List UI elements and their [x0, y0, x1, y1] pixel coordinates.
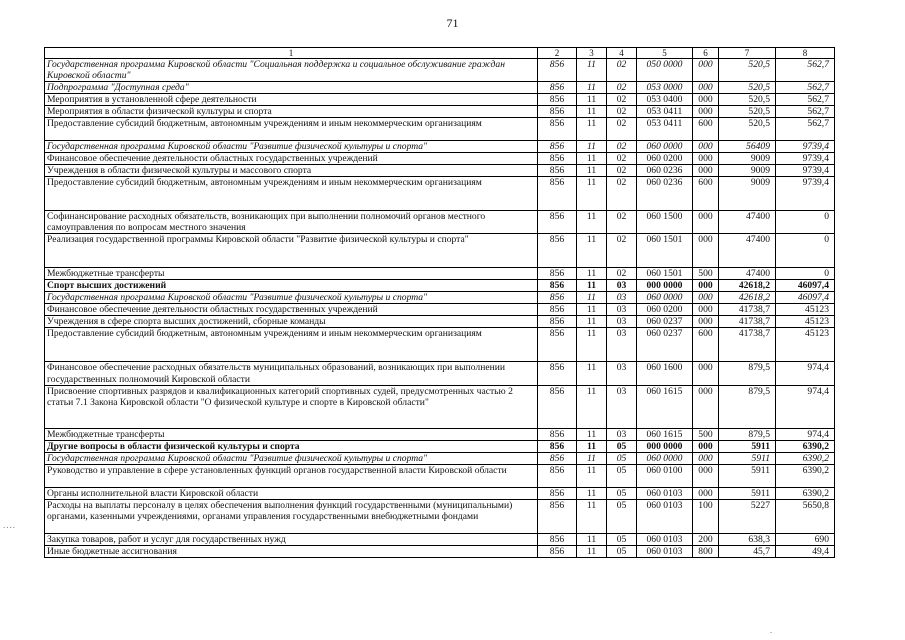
subsection-code: 03 [607, 362, 637, 385]
subsection-code: 05 [607, 440, 637, 452]
expense-type-code: 000 [693, 464, 719, 487]
amount-year-1: 9009 [719, 153, 776, 165]
ministry-code: 856 [538, 385, 577, 428]
expense-type-code: 000 [693, 165, 719, 177]
column-header: 1 [45, 48, 538, 59]
amount-year-1: 520,5 [719, 82, 776, 94]
expense-type-code: 000 [693, 234, 719, 268]
section-code: 11 [577, 177, 607, 211]
ministry-code: 856 [538, 545, 577, 557]
target-article-code: 060 0103 [637, 499, 693, 533]
target-article-code: 060 1500 [637, 211, 693, 234]
amount-year-2: 49,4 [776, 545, 835, 557]
expense-type-code: 000 [693, 362, 719, 385]
subsection-code: 03 [607, 328, 637, 362]
amount-year-2: 562,7 [776, 94, 835, 106]
table-row [45, 545, 835, 557]
ministry-code: 856 [538, 292, 577, 304]
table-row [45, 362, 835, 385]
subsection-code: 02 [607, 59, 637, 82]
amount-year-2: 9739,4 [776, 177, 835, 211]
amount-year-1: 42618,2 [719, 292, 776, 304]
amount-year-1: 879,5 [719, 385, 776, 428]
ministry-code: 856 [538, 428, 577, 440]
amount-year-2: 45123 [776, 316, 835, 328]
target-article-code: 060 0100 [637, 464, 693, 487]
amount-year-2: 974,4 [776, 362, 835, 385]
subsection-code: 05 [607, 464, 637, 487]
amount-year-2: 45123 [776, 328, 835, 362]
table-row [45, 292, 835, 304]
table-row [45, 268, 835, 280]
column-header: 3 [577, 48, 607, 59]
expense-type-code: 000 [693, 94, 719, 106]
row-label: Иные бюджетные ассигнования [45, 545, 538, 557]
subsection-code: 02 [607, 118, 637, 141]
amount-year-1: 520,5 [719, 94, 776, 106]
amount-year-2: 690 [776, 533, 835, 545]
subsection-code: 02 [607, 141, 637, 153]
expense-type-code: 000 [693, 153, 719, 165]
expense-type-code: 000 [693, 304, 719, 316]
subsection-code: 05 [607, 545, 637, 557]
section-code: 11 [577, 428, 607, 440]
row-label: Государственная программа Кировской области "Развитие физической культуры и спорта" [45, 292, 538, 304]
ministry-code: 856 [538, 440, 577, 452]
ministry-code: 856 [538, 165, 577, 177]
subsection-code: 02 [607, 177, 637, 211]
ministry-code: 856 [538, 106, 577, 118]
column-header: 2 [538, 48, 577, 59]
amount-year-2: 6390,2 [776, 440, 835, 452]
subsection-code: 03 [607, 385, 637, 428]
table-row [45, 106, 835, 118]
target-article-code: 053 0411 [637, 106, 693, 118]
section-code: 11 [577, 440, 607, 452]
expense-type-code: 000 [693, 59, 719, 82]
row-label: Финансовое обеспечение расходных обязательств муниципальных образований, возникающих при выполнении государственных полномочий Кировской области [45, 362, 538, 385]
amount-year-1: 520,5 [719, 118, 776, 141]
page-number: 71 [446, 16, 459, 30]
expense-type-code: 000 [693, 440, 719, 452]
expense-type-code: 000 [693, 141, 719, 153]
ministry-code: 856 [538, 177, 577, 211]
target-article-code: 050 0000 [637, 59, 693, 82]
table-row [45, 499, 835, 533]
expense-type-code: 200 [693, 533, 719, 545]
section-code: 11 [577, 487, 607, 499]
target-article-code: 060 0103 [637, 533, 693, 545]
amount-year-2: 45123 [776, 304, 835, 316]
row-label: Предоставление субсидий бюджетным, автономным учреждениям и иным некоммерческим организациям [45, 177, 538, 211]
amount-year-1: 47400 [719, 234, 776, 268]
subsection-code: 03 [607, 316, 637, 328]
row-label: Предоставление субсидий бюджетным, автономным учреждениям и иным некоммерческим организациям [45, 118, 538, 141]
target-article-code: 060 1501 [637, 268, 693, 280]
section-code: 11 [577, 141, 607, 153]
row-label: Спорт высших достижений [45, 280, 538, 292]
ministry-code: 856 [538, 118, 577, 141]
amount-year-1: 41738,7 [719, 328, 776, 362]
ministry-code: 856 [538, 362, 577, 385]
subsection-code: 05 [607, 452, 637, 464]
target-article-code: 060 0236 [637, 165, 693, 177]
bottom-mark: . [770, 626, 772, 635]
amount-year-2: 6390,2 [776, 464, 835, 487]
ministry-code: 856 [538, 234, 577, 268]
subsection-code: 02 [607, 268, 637, 280]
ministry-code: 856 [538, 304, 577, 316]
amount-year-1: 9009 [719, 177, 776, 211]
subsection-code: 05 [607, 487, 637, 499]
amount-year-2: 562,7 [776, 106, 835, 118]
column-header: 7 [719, 48, 776, 59]
row-label: Государственная программа Кировской области "Развитие физической культуры и спорта" [45, 141, 538, 153]
table-row [45, 304, 835, 316]
section-code: 11 [577, 211, 607, 234]
table-row [45, 280, 835, 292]
ministry-code: 856 [538, 487, 577, 499]
section-code: 11 [577, 533, 607, 545]
target-article-code: 060 0200 [637, 153, 693, 165]
expense-type-code: 000 [693, 292, 719, 304]
ministry-code: 856 [538, 211, 577, 234]
table-row [45, 211, 835, 234]
expense-type-code: 600 [693, 328, 719, 362]
table-row [45, 385, 835, 428]
table-row [45, 177, 835, 211]
amount-year-2: 9739,4 [776, 141, 835, 153]
expense-type-code: 000 [693, 82, 719, 94]
target-article-code: 060 0103 [637, 487, 693, 499]
row-label: Предоставление субсидий бюджетным, автономным учреждениям и иным некоммерческим организациям [45, 328, 538, 362]
table-header-row [45, 48, 835, 59]
target-article-code: 060 1615 [637, 428, 693, 440]
expense-type-code: 500 [693, 428, 719, 440]
amount-year-2: 974,4 [776, 428, 835, 440]
amount-year-1: 41738,7 [719, 316, 776, 328]
row-label: Присвоение спортивных разрядов и квалификационных категорий спортивных судей, предусмотренных частью 2 статьи 7.1 Закона Кировской области "О физической культуре и спорте в Кировской области" [45, 385, 538, 428]
subsection-code: 02 [607, 106, 637, 118]
ministry-code: 856 [538, 94, 577, 106]
subsection-code: 02 [607, 165, 637, 177]
ministry-code: 856 [538, 59, 577, 82]
table-row [45, 94, 835, 106]
amount-year-1: 638,3 [719, 533, 776, 545]
amount-year-1: 879,5 [719, 428, 776, 440]
column-header: 8 [776, 48, 835, 59]
table-body [45, 48, 835, 558]
expense-type-code: 800 [693, 545, 719, 557]
amount-year-1: 5911 [719, 487, 776, 499]
table-row [45, 316, 835, 328]
row-label: Органы исполнительной власти Кировской области [45, 487, 538, 499]
amount-year-2: 562,7 [776, 118, 835, 141]
expense-type-code: 600 [693, 118, 719, 141]
expense-type-code: 000 [693, 106, 719, 118]
subsection-code: 02 [607, 94, 637, 106]
section-code: 11 [577, 328, 607, 362]
target-article-code: 060 0237 [637, 328, 693, 362]
target-article-code: 053 0411 [637, 118, 693, 141]
target-article-code: 060 0237 [637, 316, 693, 328]
row-label: Другие вопросы в области физической культуры и спорта [45, 440, 538, 452]
amount-year-1: 5911 [719, 440, 776, 452]
column-header: 5 [637, 48, 693, 59]
target-article-code: 060 0200 [637, 304, 693, 316]
column-header: 6 [693, 48, 719, 59]
section-code: 11 [577, 268, 607, 280]
table-row [45, 118, 835, 141]
amount-year-1: 47400 [719, 268, 776, 280]
amount-year-1: 9009 [719, 165, 776, 177]
target-article-code: 053 0400 [637, 94, 693, 106]
amount-year-1: 879,5 [719, 362, 776, 385]
ministry-code: 856 [538, 280, 577, 292]
amount-year-1: 5227 [719, 499, 776, 533]
amount-year-1: 42618,2 [719, 280, 776, 292]
amount-year-2: 974,4 [776, 385, 835, 428]
ministry-code: 856 [538, 153, 577, 165]
amount-year-1: 45,7 [719, 545, 776, 557]
subsection-code: 02 [607, 211, 637, 234]
expense-type-code: 000 [693, 452, 719, 464]
amount-year-2: 0 [776, 268, 835, 280]
table-row [45, 141, 835, 153]
subsection-code: 02 [607, 153, 637, 165]
table-row [45, 464, 835, 487]
target-article-code: 060 1615 [637, 385, 693, 428]
section-code: 11 [577, 304, 607, 316]
subsection-code: 03 [607, 292, 637, 304]
amount-year-2: 6390,2 [776, 452, 835, 464]
table-row [45, 153, 835, 165]
target-article-code: 060 0000 [637, 141, 693, 153]
ministry-code: 856 [538, 499, 577, 533]
amount-year-2: 562,7 [776, 59, 835, 82]
section-code: 11 [577, 118, 607, 141]
amount-year-2: 6390,2 [776, 487, 835, 499]
column-header: 4 [607, 48, 637, 59]
expense-type-code: 600 [693, 177, 719, 211]
subsection-code: 05 [607, 499, 637, 533]
subsection-code: 03 [607, 304, 637, 316]
table-row [45, 452, 835, 464]
amount-year-1: 47400 [719, 211, 776, 234]
expense-type-code: 100 [693, 499, 719, 533]
section-code: 11 [577, 82, 607, 94]
row-label: Учреждения в сфере спорта высших достижений, сборные команды [45, 316, 538, 328]
row-label: Реализация государственной программы Кировской области "Развитие физической культуры и спорта" [45, 234, 538, 268]
target-article-code: 060 0236 [637, 177, 693, 211]
ministry-code: 856 [538, 82, 577, 94]
section-code: 11 [577, 385, 607, 428]
target-article-code: 053 0000 [637, 82, 693, 94]
budget-table [44, 47, 835, 558]
target-article-code: 060 0000 [637, 292, 693, 304]
target-article-code: 060 0000 [637, 452, 693, 464]
expense-type-code: 000 [693, 316, 719, 328]
row-label: Финансовое обеспечение деятельности областных государственных учреждений [45, 153, 538, 165]
amount-year-2: 9739,4 [776, 165, 835, 177]
ministry-code: 856 [538, 452, 577, 464]
section-code: 11 [577, 280, 607, 292]
target-article-code: 060 1600 [637, 362, 693, 385]
table-row [45, 234, 835, 268]
section-code: 11 [577, 545, 607, 557]
amount-year-2: 46097,4 [776, 292, 835, 304]
section-code: 11 [577, 234, 607, 268]
section-code: 11 [577, 106, 607, 118]
table-row [45, 82, 835, 94]
table-row [45, 59, 835, 82]
section-code: 11 [577, 452, 607, 464]
amount-year-2: 9739,4 [776, 153, 835, 165]
amount-year-1: 56409 [719, 141, 776, 153]
table-row [45, 440, 835, 452]
target-article-code: 000 0000 [637, 440, 693, 452]
ministry-code: 856 [538, 268, 577, 280]
expense-type-code: 000 [693, 280, 719, 292]
row-label: Мероприятия в области физической культуры и спорта [45, 106, 538, 118]
ministry-code: 856 [538, 328, 577, 362]
amount-year-2: 0 [776, 234, 835, 268]
row-label: Расходы на выплаты персоналу в целях обеспечения выполнения функций государственными (муниципальными) органами, казенными учреждениями, органами управления государственными внебюджетными фондами [45, 499, 538, 533]
section-code: 11 [577, 464, 607, 487]
amount-year-2: 0 [776, 211, 835, 234]
amount-year-1: 5911 [719, 452, 776, 464]
subsection-code: 03 [607, 428, 637, 440]
row-label: Финансовое обеспечение деятельности областных государственных учреждений [45, 304, 538, 316]
row-label: Подпрограмма "Доступная среда" [45, 82, 538, 94]
row-label: Учреждения в области физической культуры и массового спорта [45, 165, 538, 177]
expense-type-code: 000 [693, 211, 719, 234]
row-label: Межбюджетные трансферты [45, 268, 538, 280]
ministry-code: 856 [538, 141, 577, 153]
amount-year-2: 46097,4 [776, 280, 835, 292]
table-row [45, 533, 835, 545]
target-article-code: 060 1501 [637, 234, 693, 268]
amount-year-2: 5650,8 [776, 499, 835, 533]
table-row [45, 165, 835, 177]
amount-year-1: 5911 [719, 464, 776, 487]
row-label: Государственная программа Кировской области "Развитие физической культуры и спорта" [45, 452, 538, 464]
row-label: Софинансирование расходных обязательств, возникающих при выполнении полномочий органов местного самоуправления по вопросам местного значения [45, 211, 538, 234]
section-code: 11 [577, 362, 607, 385]
expense-type-code: 000 [693, 487, 719, 499]
margin-mark: .... [3, 520, 16, 530]
table-row [45, 428, 835, 440]
amount-year-1: 520,5 [719, 106, 776, 118]
section-code: 11 [577, 499, 607, 533]
ministry-code: 856 [538, 533, 577, 545]
amount-year-2: 562,7 [776, 82, 835, 94]
target-article-code: 000 0000 [637, 280, 693, 292]
table-row [45, 487, 835, 499]
expense-type-code: 500 [693, 268, 719, 280]
section-code: 11 [577, 59, 607, 82]
section-code: 11 [577, 153, 607, 165]
expense-type-code: 000 [693, 385, 719, 428]
ministry-code: 856 [538, 464, 577, 487]
section-code: 11 [577, 316, 607, 328]
row-label: Руководство и управление в сфере установленных функций органов государственной власти Кировской области [45, 464, 538, 487]
subsection-code: 02 [607, 234, 637, 268]
row-label: Межбюджетные трансферты [45, 428, 538, 440]
row-label: Государственная программа Кировской области "Социальная поддержка и социальное обслуживание граждан Кировской области" [45, 59, 538, 82]
subsection-code: 02 [607, 82, 637, 94]
section-code: 11 [577, 292, 607, 304]
amount-year-1: 41738,7 [719, 304, 776, 316]
amount-year-1: 520,5 [719, 59, 776, 82]
ministry-code: 856 [538, 316, 577, 328]
subsection-code: 05 [607, 533, 637, 545]
row-label: Закупка товаров, работ и услуг для государственных нужд [45, 533, 538, 545]
subsection-code: 03 [607, 280, 637, 292]
target-article-code: 060 0103 [637, 545, 693, 557]
row-label: Мероприятия в установленной сфере деятельности [45, 94, 538, 106]
section-code: 11 [577, 165, 607, 177]
table-row [45, 328, 835, 362]
section-code: 11 [577, 94, 607, 106]
